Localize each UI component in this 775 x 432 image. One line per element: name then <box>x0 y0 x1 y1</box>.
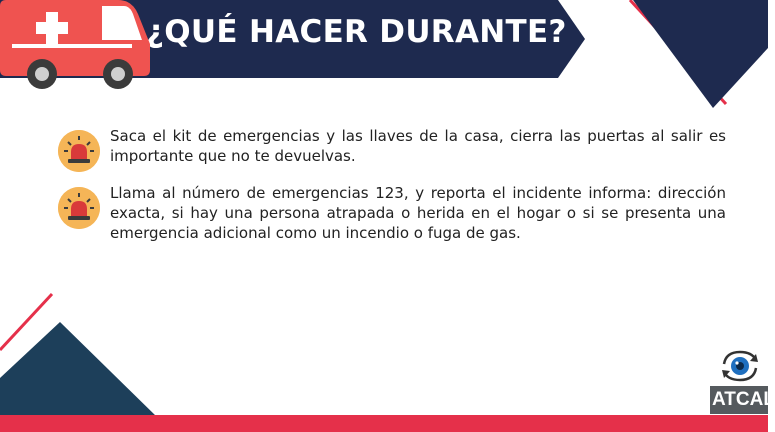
logo-text: ATCAL <box>710 386 768 414</box>
list-item-text: Saca el kit de emergencias y las llaves de la casa, cierra las puertas al salir es importante que no te devuelvas. <box>110 127 726 165</box>
bottom-bar <box>0 415 768 432</box>
siren-icon <box>58 130 100 172</box>
bottom-left-triangle <box>0 322 160 418</box>
eye-logo-icon <box>720 348 760 384</box>
list-item <box>58 183 726 243</box>
list-item-text: Llama al número de emergencias 123, y reporta el incidente informa: dirección exacta, si hay una persona atrapada o herida en el hogar o si se presenta una emergencia adicional como un incendio o fuga de gas. <box>110 184 726 242</box>
list-item <box>58 126 726 166</box>
company-logo <box>710 348 775 416</box>
page-title: ¿QUÉ HACER DURANTE? <box>146 14 567 50</box>
instruction-list <box>58 126 726 260</box>
siren-icon <box>58 187 100 229</box>
ambulance-icon <box>0 0 160 92</box>
top-right-triangle <box>623 0 768 108</box>
